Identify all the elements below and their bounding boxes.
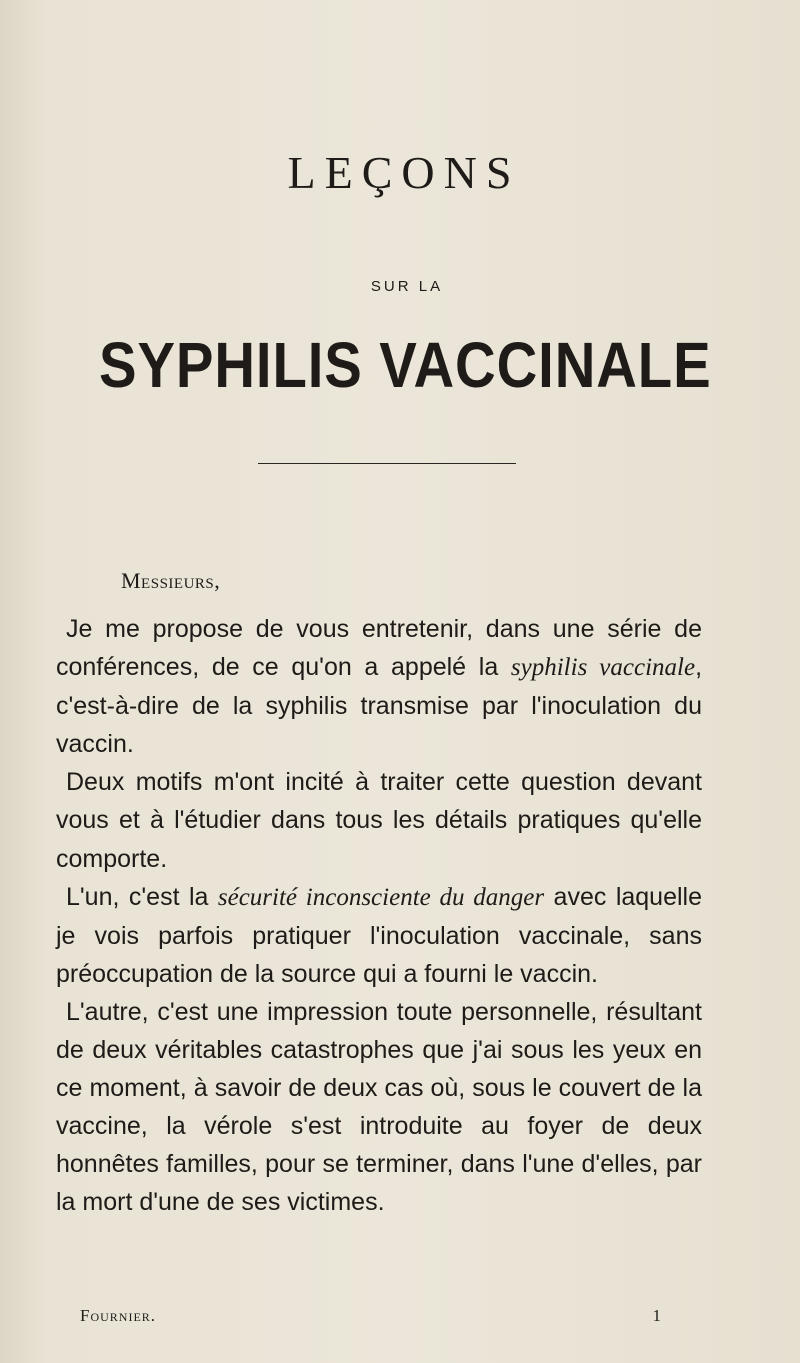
emphasis-syphilis-vaccinale: syphilis vaccinale xyxy=(510,654,696,682)
footer-author: Fournier. xyxy=(80,1306,157,1325)
paragraph-3: L'un, c'est la sécurité inconsciente du danger avec laquelle je vois parfois pratiquer l'inoculation vaccinale, sans préoccupation de la source qui a fourni le vaccin. xyxy=(56,882,702,988)
paragraph-4: L'autre, c'est une impression toute personnelle, résultant de deux véritables catastrophes que j'ai sous les yeux en ce moment, à savoir de deux cas où, sous le couvert de la vaccine, la vérole s'est introduite au foyer de deux honnêtes familles, pour se terminer, dans l'une d'elles, par la mort d'une de ses victimes. xyxy=(56,997,702,1217)
title-rule xyxy=(258,463,516,464)
page-footer xyxy=(80,1306,662,1326)
title-lecons: LEÇONS xyxy=(287,147,521,198)
paragraph-2: Deux motifs m'ont incité à traiter cette question devant vous et à l'étudier dans tous les détails pratiques qu'elle comporte. xyxy=(56,768,702,873)
title-main: SYPHILIS VACCINALE xyxy=(99,329,712,401)
body-text xyxy=(56,610,702,1222)
footer-signature: 1 xyxy=(652,1306,662,1325)
salutation: Messieurs, xyxy=(121,568,221,593)
paragraph-1: Je me propose de vous entretenir, dans une série de conférences, de ce qu'on a appelé la syphilis vaccinale, c'est-à-dire de la syphilis transmise par l'inoculation du vaccin. xyxy=(56,615,703,759)
title-sur-la: SUR LA xyxy=(370,278,444,295)
emphasis-securite: sécurité inconsciente du danger xyxy=(217,883,545,911)
